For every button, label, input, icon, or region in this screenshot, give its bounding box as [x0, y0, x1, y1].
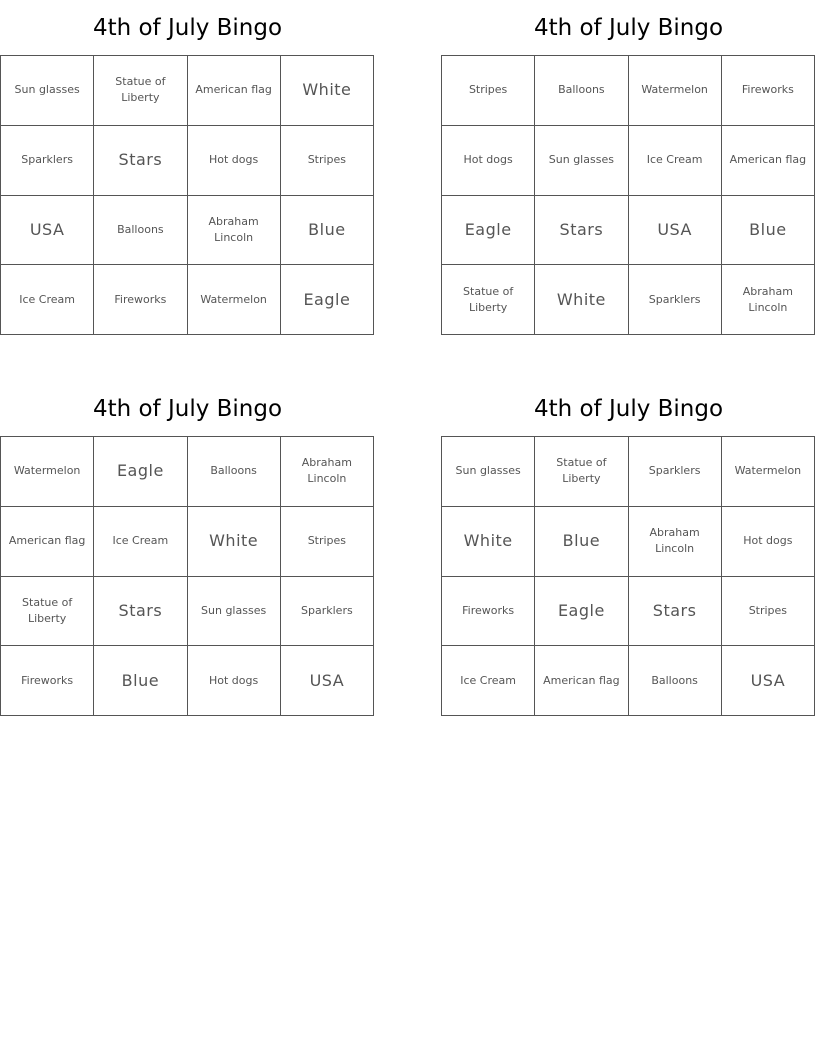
- bingo-cell: Ice Cream: [1, 265, 94, 335]
- bingo-cell: USA: [1, 196, 94, 266]
- bingo-cell: Abraham Lincoln: [629, 507, 722, 577]
- bingo-cell: Balloons: [94, 196, 187, 266]
- bingo-cell: Stars: [629, 577, 722, 647]
- bingo-cell: Fireworks: [94, 265, 187, 335]
- bingo-cell: Fireworks: [722, 56, 815, 126]
- bingo-cell: Watermelon: [188, 265, 281, 335]
- bingo-cell: Stripes: [442, 56, 535, 126]
- bingo-cell: Fireworks: [442, 577, 535, 647]
- bingo-cell: Sun glasses: [1, 56, 94, 126]
- bingo-cell: Abraham Lincoln: [188, 196, 281, 266]
- bingo-cell: USA: [281, 646, 374, 716]
- bingo-cell: Stripes: [281, 126, 374, 196]
- bingo-cell: Balloons: [629, 646, 722, 716]
- bingo-cell: White: [442, 507, 535, 577]
- bingo-cell: USA: [722, 646, 815, 716]
- bingo-cell: Ice Cream: [442, 646, 535, 716]
- bingo-cell: Sun glasses: [442, 437, 535, 507]
- bingo-cell: USA: [629, 196, 722, 266]
- bingo-grid: [441, 55, 815, 335]
- bingo-cell: Blue: [94, 646, 187, 716]
- bingo-cell: White: [281, 56, 374, 126]
- bingo-cell: Sparklers: [281, 577, 374, 647]
- bingo-cell: Statue of Liberty: [94, 56, 187, 126]
- bingo-cell: Ice Cream: [94, 507, 187, 577]
- bingo-cell: Watermelon: [722, 437, 815, 507]
- bingo-cell: Watermelon: [629, 56, 722, 126]
- bingo-cell: White: [188, 507, 281, 577]
- bingo-cell: Statue of Liberty: [442, 265, 535, 335]
- bingo-cell: Balloons: [535, 56, 628, 126]
- bingo-cell: Hot dogs: [188, 126, 281, 196]
- bingo-cell: White: [535, 265, 628, 335]
- bingo-card-title: 4th of July Bingo: [92, 15, 283, 41]
- bingo-cell: Fireworks: [1, 646, 94, 716]
- bingo-cell: Balloons: [188, 437, 281, 507]
- bingo-card-title: 4th of July Bingo: [533, 15, 724, 41]
- bingo-card-title: 4th of July Bingo: [92, 396, 283, 422]
- bingo-cell: Stars: [535, 196, 628, 266]
- bingo-cell: Eagle: [94, 437, 187, 507]
- bingo-cell: Blue: [281, 196, 374, 266]
- bingo-cell: Ice Cream: [629, 126, 722, 196]
- bingo-cell: American flag: [722, 126, 815, 196]
- bingo-cell: Eagle: [442, 196, 535, 266]
- bingo-cell: Sparklers: [1, 126, 94, 196]
- bingo-cell: American flag: [1, 507, 94, 577]
- bingo-cell: Stars: [94, 126, 187, 196]
- bingo-cell: Abraham Lincoln: [281, 437, 374, 507]
- bingo-cell: American flag: [535, 646, 628, 716]
- bingo-cell: Eagle: [535, 577, 628, 647]
- bingo-cell: Stars: [94, 577, 187, 647]
- bingo-cell: Sun glasses: [535, 126, 628, 196]
- bingo-grid: [0, 436, 374, 716]
- bingo-cell: Sparklers: [629, 265, 722, 335]
- bingo-cell: Sun glasses: [188, 577, 281, 647]
- bingo-cell: Stripes: [722, 577, 815, 647]
- bingo-cell: Blue: [722, 196, 815, 266]
- bingo-cell: Hot dogs: [188, 646, 281, 716]
- bingo-card-title: 4th of July Bingo: [533, 396, 724, 422]
- bingo-cell: Hot dogs: [442, 126, 535, 196]
- bingo-cell: Statue of Liberty: [1, 577, 94, 647]
- bingo-cell: Blue: [535, 507, 628, 577]
- bingo-cell: Hot dogs: [722, 507, 815, 577]
- bingo-cell: Statue of Liberty: [535, 437, 628, 507]
- bingo-grid: [0, 55, 374, 335]
- bingo-cell: Sparklers: [629, 437, 722, 507]
- bingo-cell: Watermelon: [1, 437, 94, 507]
- bingo-cell: Stripes: [281, 507, 374, 577]
- bingo-cell: Abraham Lincoln: [722, 265, 815, 335]
- bingo-cell: Eagle: [281, 265, 374, 335]
- bingo-cell: American flag: [188, 56, 281, 126]
- bingo-grid: [441, 436, 815, 716]
